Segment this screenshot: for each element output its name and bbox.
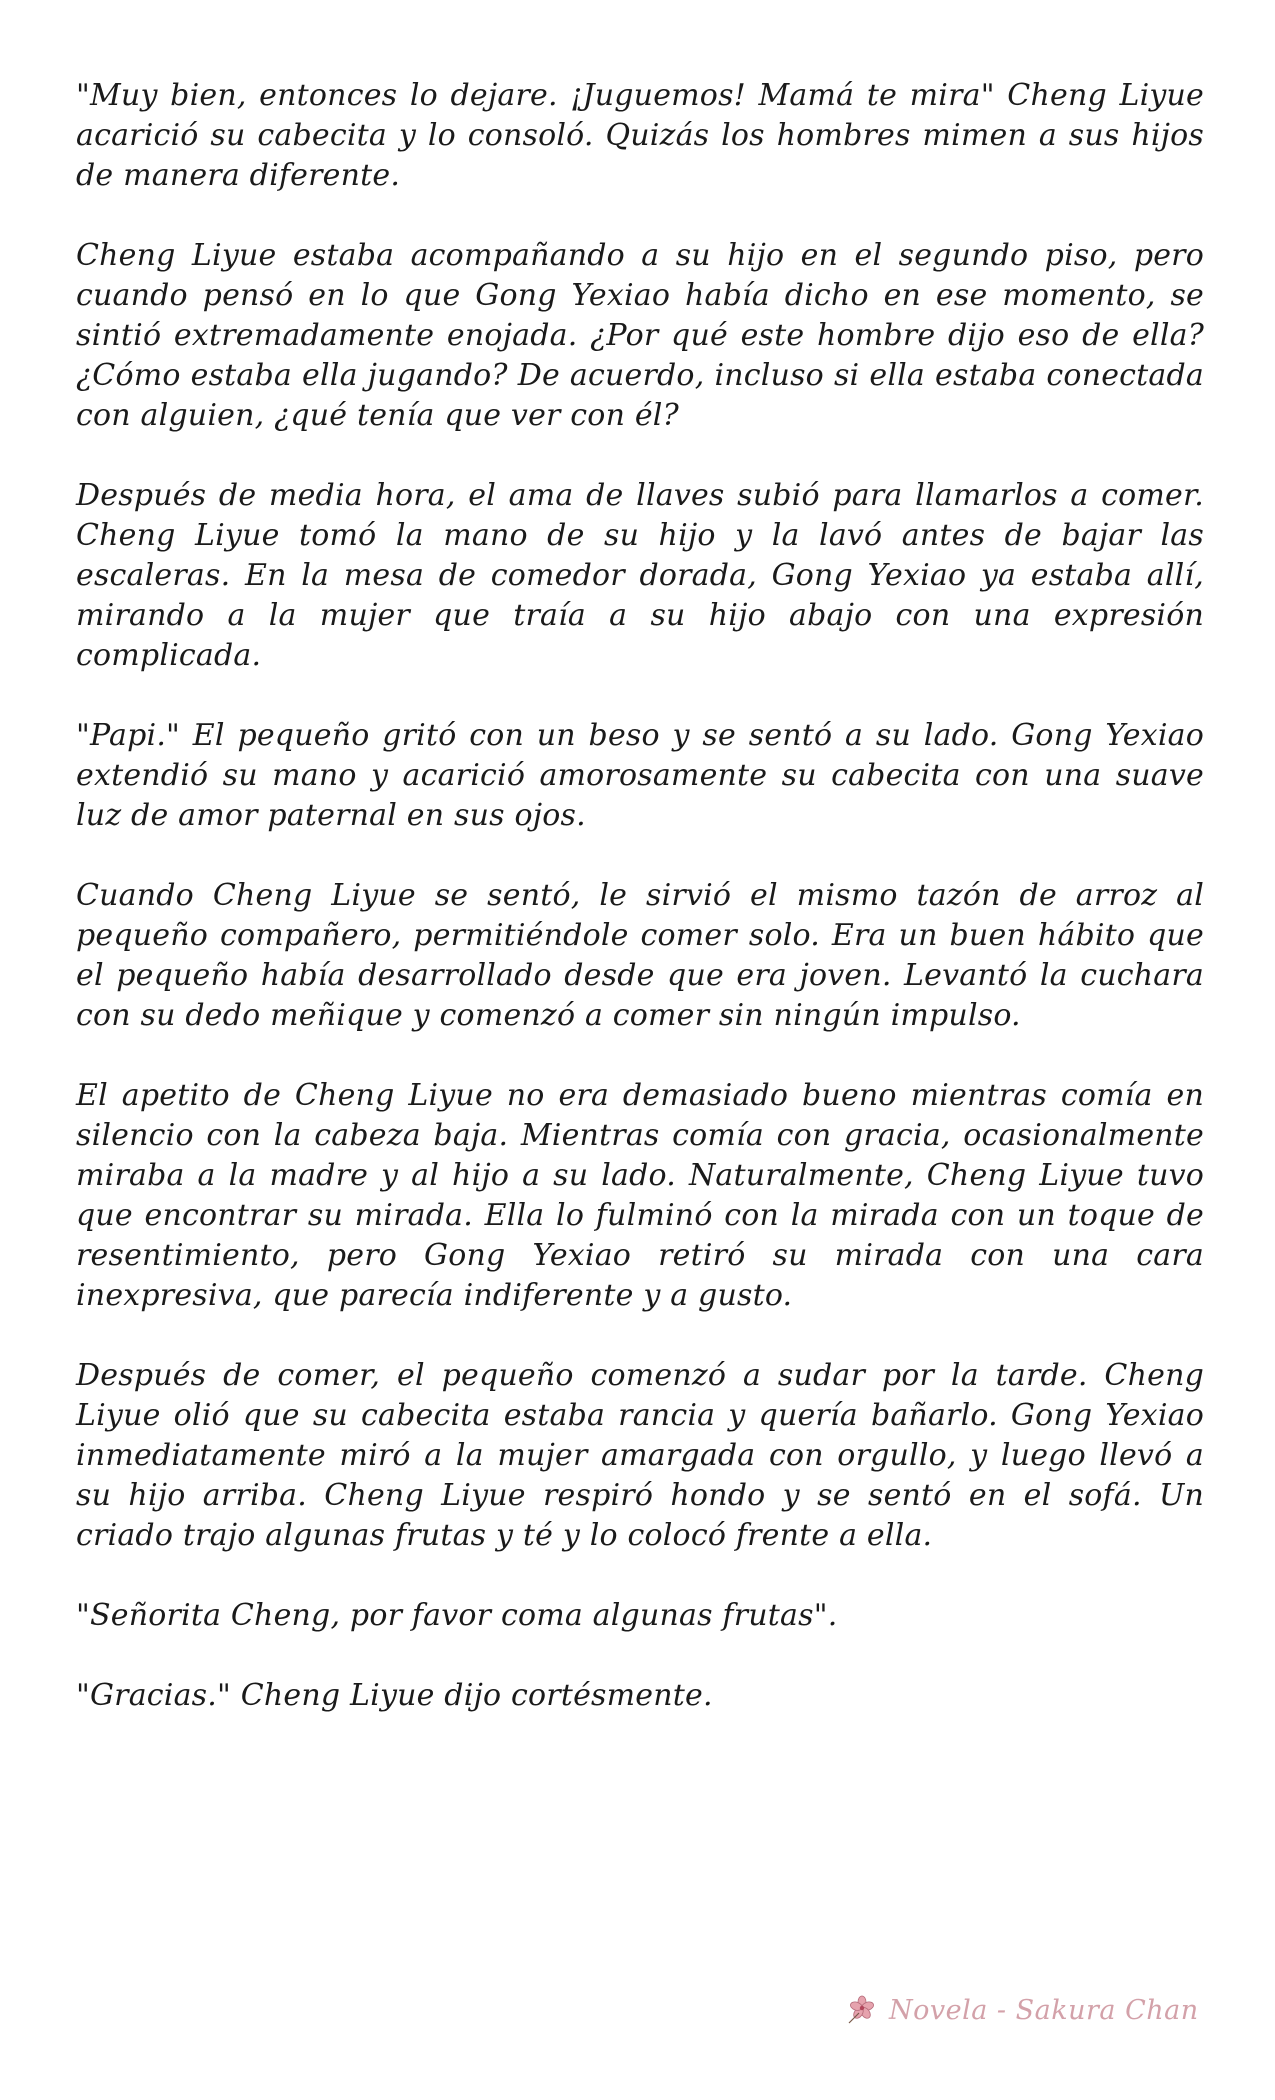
paragraph: "Señorita Cheng, por favor coma algunas frutas".	[76, 1598, 838, 1633]
paragraph: "Papi." El pequeño gritó con un beso y se sentó a su lado. Gong Yexiao extendió su mano y acarició amorosamente su cabecita con una suave luz de amor paternal en sus ojos.	[76, 718, 1204, 833]
watermark-text: Novela - Sakura Chan	[889, 1994, 1199, 2026]
paragraph: Cheng Liyue estaba acompañando a su hijo en el segundo piso, pero cuando pensó en lo que Gong Yexiao había dicho en ese momento, se sintió extremadamente enojada. ¿Por qué este hombre dijo eso de ella? ¿Cómo estaba ella jugando? De acuerdo, incluso si ella estaba conectada con alguien, ¿qué tenía que ver con él?	[76, 238, 1204, 433]
story-text	[76, 76, 1204, 1756]
paragraph: "Gracias." Cheng Liyue dijo cortésmente.	[76, 1678, 713, 1713]
paragraph: El apetito de Cheng Liyue no era demasiado bueno mientras comía en silencio con la cabeza baja. Mientras comía con gracia, ocasionalmente miraba a la madre y al hijo a su lado. Naturalmente, Cheng Liyue tuvo que encontrar su mirada. Ella lo fulminó con la mirada con un toque de resentimiento, pero Gong Yexiao retiró su mirada con una cara inexpresiva, que parecía indiferente y a gusto.	[76, 1078, 1204, 1313]
paragraph: Después de media hora, el ama de llaves subió para llamarlos a comer. Cheng Liyue tomó la mano de su hijo y la lavó antes de bajar las escaleras. En la mesa de comedor dorada, Gong Yexiao ya estaba allí, mirando a la mujer que traía a su hijo abajo con una expresión complicada.	[76, 478, 1204, 673]
watermark	[845, 1990, 1225, 2030]
paragraph: "Muy bien, entonces lo dejare. ¡Juguemos! Mamá te mira" Cheng Liyue acarició su cabecita y lo consoló. Quizás los hombres mimen a sus hijos de manera diferente.	[76, 78, 1204, 193]
paragraph: Cuando Cheng Liyue se sentó, le sirvió el mismo tazón de arroz al pequeño compañero, permitiéndole comer solo. Era un buen hábito que el pequeño había desarrollado desde que era joven. Levantó la cuchara con su dedo meñique y comenzó a comer sin ningún impulso.	[76, 878, 1204, 1033]
sakura-flower-icon	[845, 1993, 879, 2027]
paragraph: Después de comer, el pequeño comenzó a sudar por la tarde. Cheng Liyue olió que su cabecita estaba rancia y quería bañarlo. Gong Yexiao inmediatamente miró a la mujer amargada con orgullo, y luego llevó a su hijo arriba. Cheng Liyue respiró hondo y se sentó en el sofá. Un criado trajo algunas frutas y té y lo colocó frente a ella.	[76, 1358, 1204, 1553]
